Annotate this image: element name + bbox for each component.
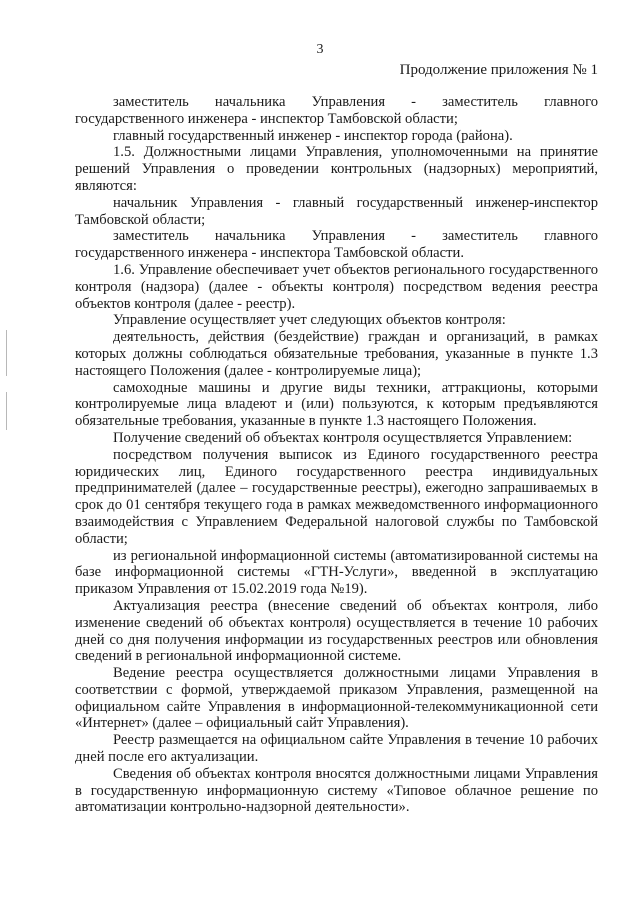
paragraph: 1.6. Управление обеспечивает учет объектов регионального государственного контроля (надзора) (далее - объекты контроля) посредством ведения реестра объектов контроля (далее - реестр). (75, 261, 598, 312)
paragraph: Ведение реестра осуществляется должностными лицами Управления в соответствии с формой, утверждаемой приказом Управления, размещенной на официальном сайте Управления в информационной-телекоммуникационной сети «Интернет» (далее – официальный сайт Управления). (75, 665, 598, 732)
continuation-header: Продолжение приложения № 1 (399, 62, 598, 78)
paragraph: начальник Управления - главный государственный инженер-инспектор Тамбовской области; (75, 194, 598, 228)
scan-edge-mark (6, 330, 7, 376)
scan-edge-mark (6, 392, 7, 430)
paragraph: главный государственный инженер - инспектор города (района). (113, 127, 513, 144)
paragraph: Сведения об объектах контроля вносятся должностными лицами Управления в государственную информационную систему «Типовое облачное решение по автоматизации контрольно-надзорной деятельности». (75, 765, 598, 816)
paragraph: заместитель начальника Управления - заместитель главного государственного инженера - инспектор Тамбовской области; (75, 94, 598, 127)
page-number: 3 (316, 42, 324, 57)
paragraph: из региональной информационной системы (автоматизированной системы на базе информационной системы «ГТН-Услуги», введенной в эксплуатацию приказом Управления от 15.02.2019 года №19). (75, 547, 598, 598)
paragraph: посредством получения выписок из Единого государственного реестра юридических лиц, Единого государственного реестра индивидуальных предпринимателей (далее – государственные реестры), ежегодно запрашиваемых в срок до 01 сентября текущего года в рамках межведомственного информационного взаимодействия с Управлением Федеральной налоговой службы по Тамбовской области; (75, 446, 598, 547)
paragraph: заместитель начальника Управления - заместитель главного государственного инженера - инспектора Тамбовской области. (75, 228, 598, 262)
body-text (75, 94, 598, 816)
paragraph: Реестр размещается на официальном сайте Управления в течение 10 рабочих дней после его актуализации. (75, 732, 598, 766)
paragraph: 1.5. Должностными лицами Управления, уполномоченными на принятие решений Управления о проведении контрольных (надзорных) мероприятий, являются: (75, 144, 598, 194)
paragraph: деятельность, действия (бездействие) граждан и организаций, в рамках которых должны соблюдаться обязательные требования, указанные в пункте 1.3 настоящего Положения (далее - контролируемые лица); (75, 329, 598, 379)
paragraph: самоходные машины и другие виды техники, аттракционы, которыми контролируемые лица владеют и (или) пользуются, к которым предъявляются обязательные требования, указанные в пункте 1.3 настоящего Положения. (75, 379, 598, 430)
paragraph: Актуализация реестра (внесение сведений об объектах контроля, либо изменение сведений об объектах контроля) осуществляется в течение 10 рабочих дней со дня получения информации из государственных реестров или обновления сведений в региональной информационной системе. (75, 597, 598, 665)
paragraph: Получение сведений об объектах контроля осуществляется Управлением: (113, 429, 573, 446)
paragraph: Управление осуществляет учет следующих объектов контроля: (113, 312, 506, 329)
